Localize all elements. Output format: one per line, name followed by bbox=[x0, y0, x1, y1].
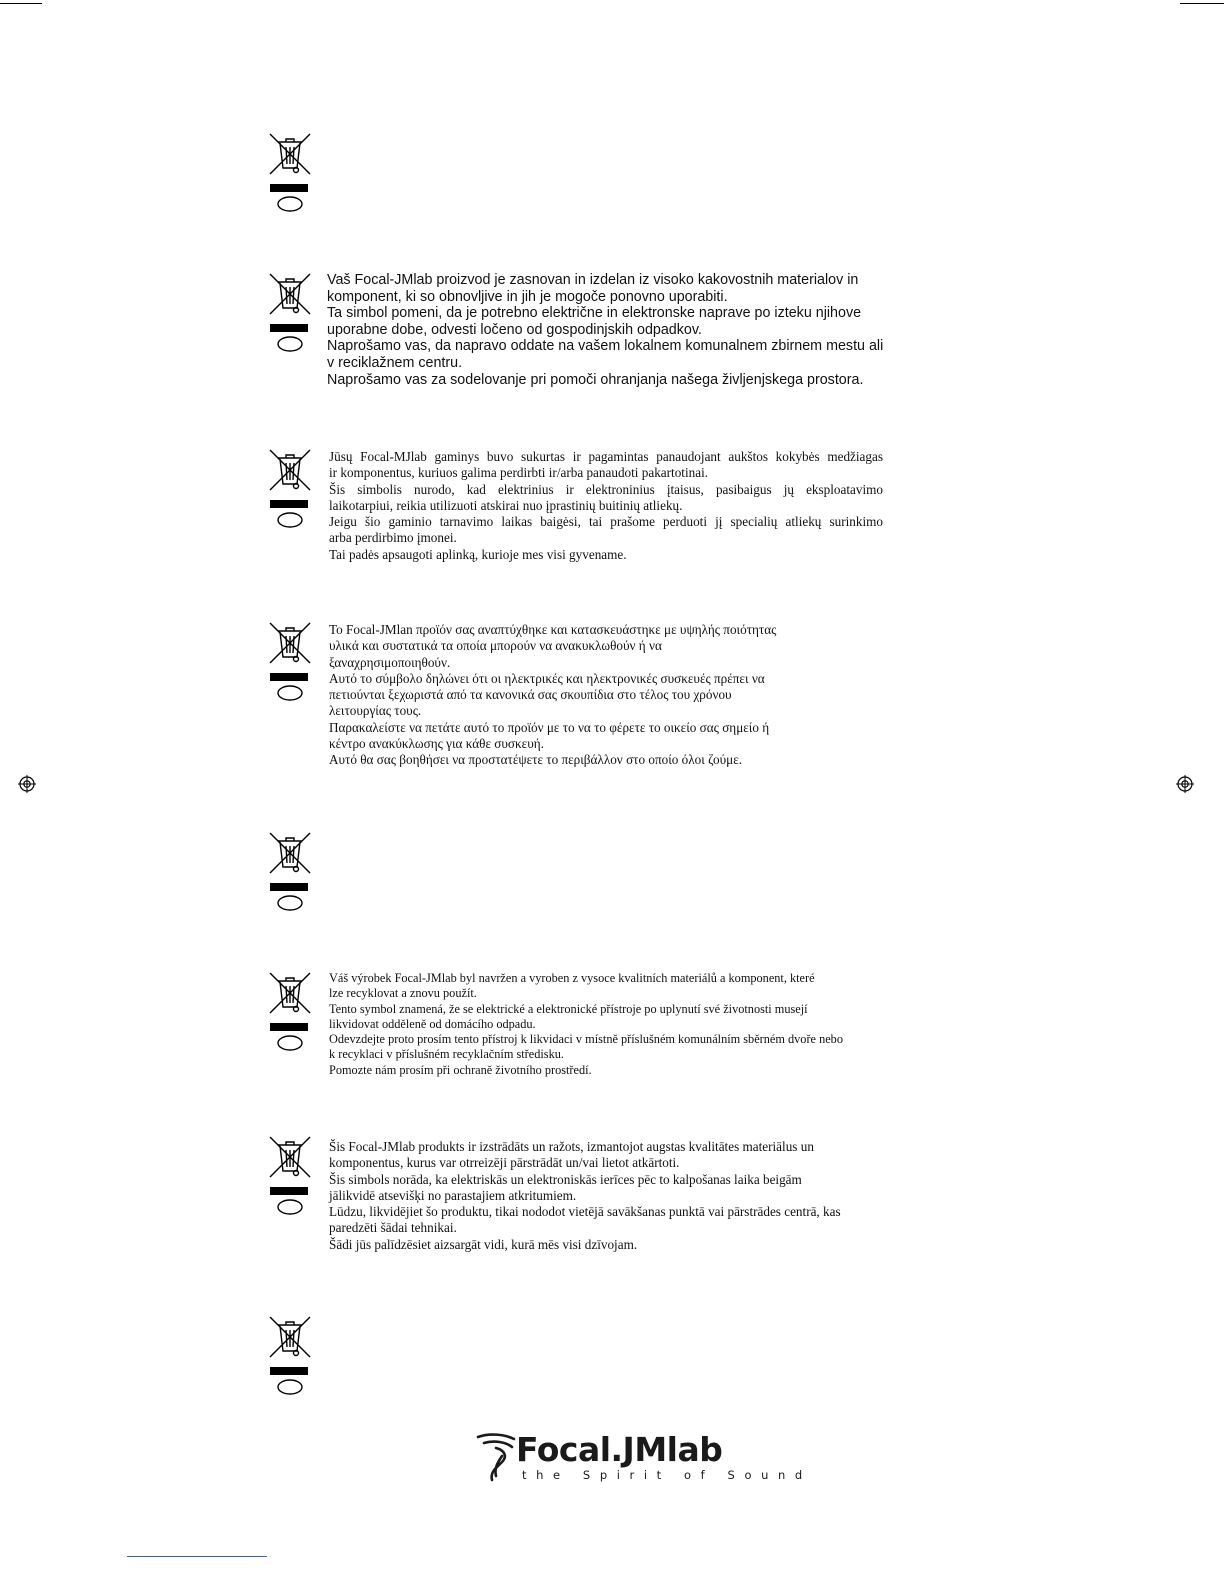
weee-bin-icon bbox=[268, 132, 312, 216]
crop-mark-top-left bbox=[0, 3, 42, 4]
text-line: Pomozte nám prosím při ochraně životního prostředí. bbox=[329, 1062, 592, 1077]
text-line: ir komponentus, kuriuos galima perdirbti ir/arba panaudoti pakartotinai. bbox=[329, 465, 709, 481]
registration-mark-left-icon bbox=[18, 775, 36, 793]
weee-bin-icon bbox=[268, 621, 312, 705]
text-line: ξαναχρησιμοποιηθούν. bbox=[329, 654, 451, 670]
notice-latvian bbox=[329, 1139, 889, 1253]
text-line: Šis simbols norāda, ka elektriskās un elektroniskās ierīces pēc to kalpošanas laika beigām bbox=[329, 1171, 802, 1187]
text-line: Lūdzu, likvidējiet šo produktu, tikai nododot vietējā savākšanas punktā vai pārstrādes centrā, kas bbox=[329, 1204, 841, 1220]
footer-link-underline bbox=[127, 1556, 267, 1557]
text-line: Tai padės apsaugoti aplinką, kurioje mes visi gyvename. bbox=[329, 546, 627, 562]
weee-bin-icon bbox=[268, 448, 312, 532]
text-line: komponent, ki so obnovljive in jih je mogoče ponovno uporabiti. bbox=[327, 288, 728, 305]
text-line: Παρακαλείστε να πετάτε αυτό το προϊόν με το να το φέρετε το οικείο σας σημείο ή bbox=[329, 719, 770, 735]
text-line: Ta simbol pomeni, da je potrebno električne in elektronske naprave po izteku njihove bbox=[327, 305, 862, 322]
text-line: jālikvidē atsevišķi no parastajiem atkritumiem. bbox=[329, 1187, 577, 1203]
notice-greek bbox=[329, 622, 849, 769]
text-line: λειτουργίας τους. bbox=[329, 703, 422, 719]
text-line: lze recyklovat a znovu použít. bbox=[329, 986, 477, 1001]
weee-bin-icon bbox=[268, 1315, 312, 1399]
focal-jmlab-logo bbox=[474, 1430, 812, 1484]
registration-mark-right-icon bbox=[1176, 775, 1194, 793]
text-line: Αυτό το σύμβολο δηλώνει ότι οι ηλεκτρικές και ηλεκτρονικές συσκευές πρέπει να bbox=[329, 670, 765, 686]
text-line: Αυτό θα σας βοηθήσει να προστατέψετε το περιβάλλον στο οποίο όλοι ζούμε. bbox=[329, 752, 743, 768]
text-line: arba perdirbimo įmonei. bbox=[329, 530, 457, 546]
text-line: κέντρο ανακύκλωσης για κάθε συσκευή. bbox=[329, 736, 544, 752]
text-line: Šis Focal-JMlab produkts ir izstrādāts un ražots, izmantojot augstas kvalitātes materiālus un bbox=[329, 1139, 814, 1154]
text-line: Το Focal-JMlan προϊόν σας αναπτύχθηκε και κατασκευάστηκε με υψηλής ποιότητας bbox=[329, 622, 777, 637]
weee-bin-icon bbox=[268, 971, 312, 1055]
text-line: Šis simbolis nurodo, kad elektrinius ir elektroninius įtaisus, pasibaigus jų eksploatavimo bbox=[329, 481, 883, 497]
text-line: komponentus, kurus var otrreizēji pārstrādāt un/vai lietot atkārtoti. bbox=[329, 1155, 680, 1171]
text-line: paredzēti šādai tehnikai. bbox=[329, 1220, 457, 1236]
text-line: k recyklaci v příslušném recyklačním středisku. bbox=[329, 1047, 564, 1062]
notice-czech bbox=[329, 971, 889, 1078]
text-line: Jeigu šio gaminio tarnavimo laikas baigėsi, tai prašome perduoti jį specialių atliekų surinkimo bbox=[329, 514, 883, 530]
weee-bin-icon bbox=[268, 1135, 312, 1219]
text-line: uporabne dobe, odvesti ločeno od gospodinjskih odpadkov. bbox=[327, 321, 702, 338]
weee-bin-icon bbox=[268, 272, 312, 356]
text-line: Šādi jūs palīdzēsiet aizsargāt vidi, kurā mēs visi dzīvojam. bbox=[329, 1236, 638, 1252]
text-line: Naprošamo vas za sodelovanje pri pomoči ohranjanja našega življenjskega prostora. bbox=[327, 371, 864, 388]
logo-swirl-icon bbox=[474, 1432, 518, 1484]
logo-wordmark: Focal.JMlab bbox=[516, 1430, 723, 1469]
notice-lithuanian bbox=[329, 449, 883, 563]
weee-bin-icon bbox=[268, 831, 312, 915]
logo-tagline: the Spirit of Sound bbox=[522, 1468, 812, 1482]
notice-slovenian bbox=[327, 272, 887, 388]
text-line: likvidovat odděleně od domácího odpadu. bbox=[329, 1016, 536, 1031]
text-line: Vaš Focal-JMlab proizvod je zasnovan in izdelan iz visoko kakovostnih materialov in bbox=[327, 272, 859, 288]
text-line: Naprošamo vas, da napravo oddate na vašem lokalnem komunalnem zbirnem mestu ali bbox=[327, 338, 884, 355]
text-line: Tento symbol znamená, že se elektrické a elektronické přístroje po uplynutí své životnosti musejí bbox=[329, 1001, 808, 1016]
text-line: v reciklažnem centru. bbox=[327, 354, 463, 371]
text-line: Jūsų Focal-MJlab gaminys buvo sukurtas ir pagamintas panaudojant aukštos kokybės medžiagas bbox=[329, 449, 883, 464]
crop-mark-top-right bbox=[1180, 3, 1224, 4]
text-line: laikotarpiui, reikia utilizuoti atskirai nuo įprastinių buitinių atliekų. bbox=[329, 497, 683, 513]
text-line: υλικά και συστατικά τα οποία μπορούν να ανακυκλωθούν ή να bbox=[329, 638, 662, 654]
text-line: πετιούνται ξεχωριστά από τα κανονικά σας σκουπίδια στο τέλος του χρόνου bbox=[329, 687, 732, 703]
text-line: Odevzdejte proto prosím tento přístroj k likvidaci v místně příslušném komunálním sběrném dvoře nebo bbox=[329, 1032, 843, 1047]
text-line: Váš výrobek Focal-JMlab byl navržen a vyroben z vysoce kvalitních materiálů a komponent, které bbox=[329, 971, 815, 985]
